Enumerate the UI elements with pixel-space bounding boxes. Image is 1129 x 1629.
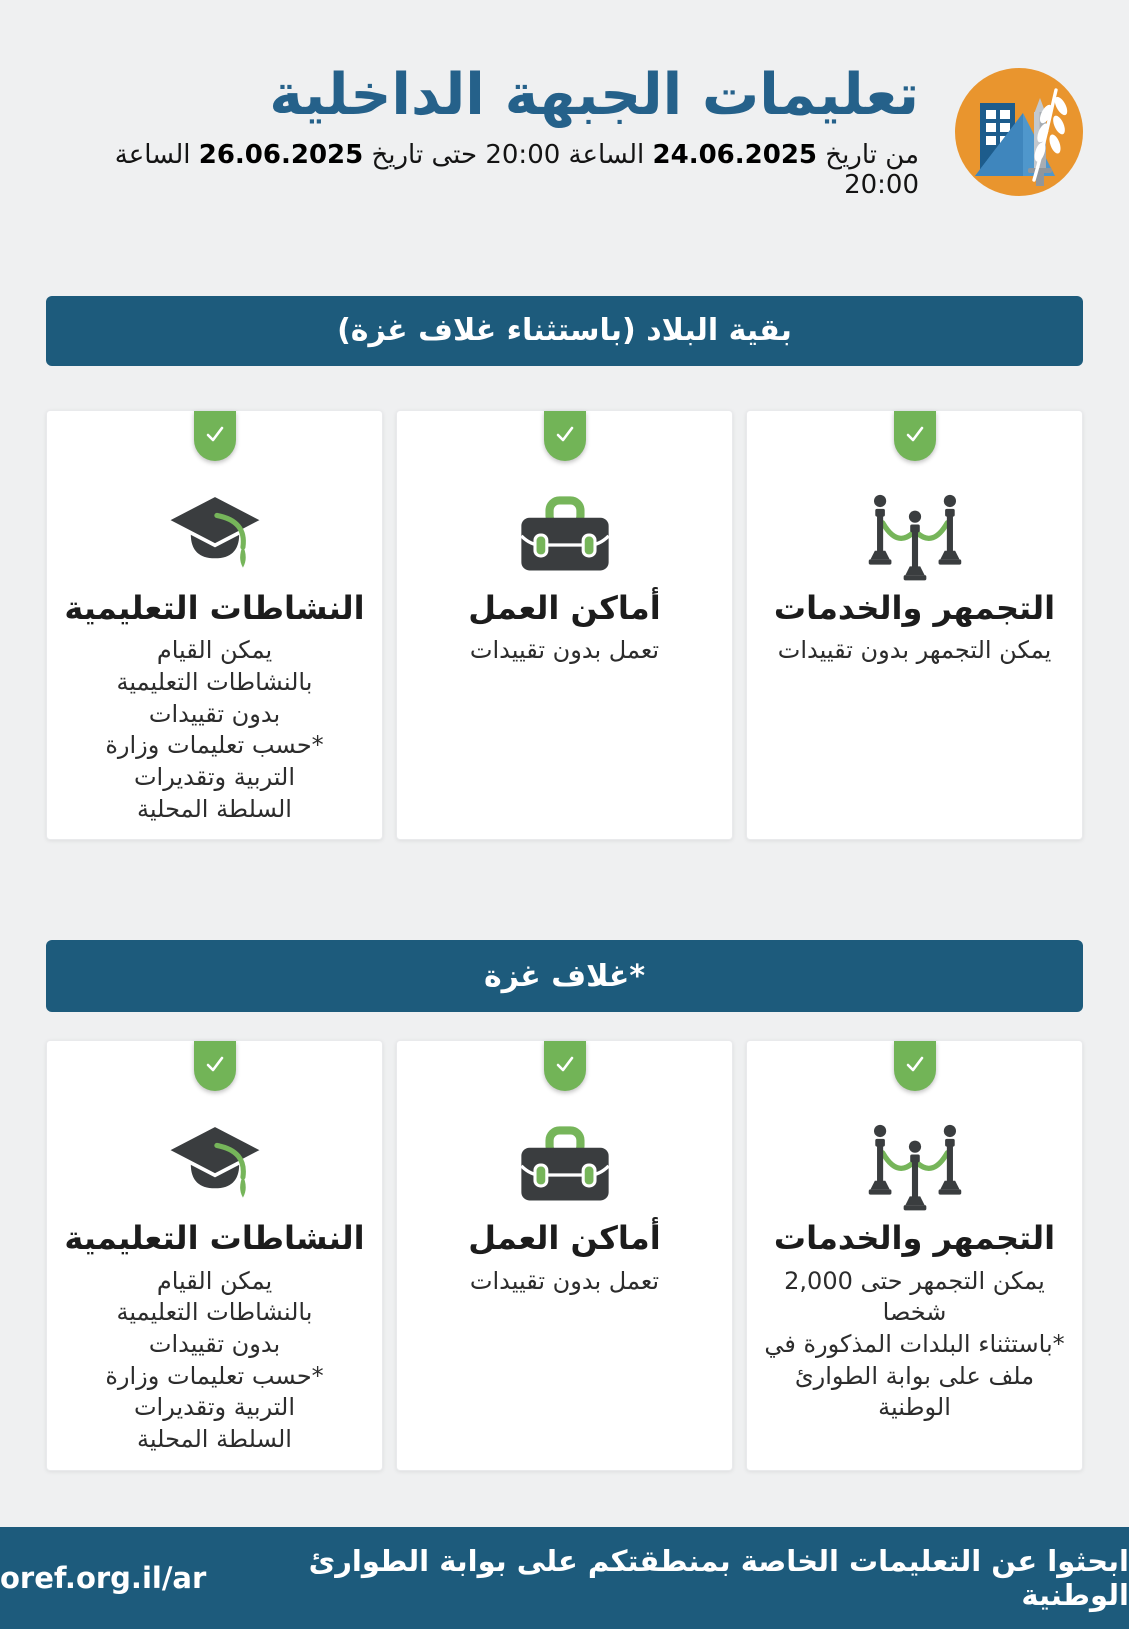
sections (46, 296, 1083, 1471)
card (396, 1040, 733, 1470)
card-description-line: يمكن القيام (156, 1266, 273, 1295)
check-badge (894, 1041, 936, 1091)
card-description-line: تعمل بدون تقييدات (469, 636, 660, 665)
card-description-line: يمكن القيام (156, 636, 273, 665)
check-badge (194, 411, 236, 461)
card (396, 410, 733, 840)
subtitle-text: من تاريخ (817, 139, 919, 170)
card (746, 1040, 1083, 1470)
section (46, 296, 1083, 840)
card-description-line: السلطة المحلية (137, 794, 292, 823)
card-description-line: ملف على بوابة الطوارئ الوطنية (794, 1361, 1035, 1422)
card-title: التجمهر والخدمات (773, 1219, 1056, 1258)
check-icon (903, 422, 927, 446)
card-icon-slot (409, 485, 720, 585)
card-description-line: بدون تقييدات (148, 1329, 281, 1358)
check-icon (203, 1052, 227, 1076)
check-icon (203, 422, 227, 446)
card-description-line: *حسب تعليمات وزارة (105, 1361, 324, 1390)
footer (0, 1527, 1129, 1629)
check-icon (553, 1052, 577, 1076)
section-banner (46, 296, 1083, 366)
footer-text: ابحثوا عن التعليمات الخاصة بمنطقتكم على بوابة الطوارئ الوطنية (308, 1543, 1129, 1612)
barrier-icon (867, 1119, 963, 1211)
check-badge (544, 1041, 586, 1091)
card-title: النشاطات التعليمية (64, 588, 365, 627)
barrier-icon (867, 489, 963, 581)
subtitle-text: الساعة 20:00 (114, 139, 919, 200)
header (46, 0, 1083, 200)
graduation-cap-icon (161, 1119, 269, 1211)
card-icon-slot (59, 1115, 370, 1215)
card-description-line: *حسب تعليمات وزارة (105, 731, 324, 760)
cards-grid (46, 410, 1083, 840)
card-description-line: السلطة المحلية (137, 1425, 292, 1453)
card (46, 410, 383, 840)
card-description (409, 1266, 720, 1298)
card-description (759, 635, 1070, 667)
check-badge (894, 411, 936, 461)
card-description-line: بدون تقييدات (148, 699, 281, 728)
header-subtitle (46, 140, 919, 200)
card-title: التجمهر والخدمات (773, 588, 1056, 627)
card-description-line: تعمل بدون تقييدات (469, 1266, 660, 1295)
subtitle-date: 24.06.2025 (652, 139, 818, 170)
card-title: أماكن العمل (468, 1219, 661, 1258)
subtitle-text: الساعة 20:00 حتى تاريخ (363, 139, 653, 170)
card-icon-slot (59, 485, 370, 585)
check-badge (194, 1041, 236, 1091)
cards-grid (46, 1040, 1083, 1470)
card-description (409, 635, 720, 667)
card-description (59, 1266, 370, 1456)
check-badge (544, 411, 586, 461)
card-icon-slot (759, 1115, 1070, 1215)
briefcase-icon (515, 495, 615, 575)
graduation-cap-icon (161, 489, 269, 581)
card-description-line: بالنشاطات التعليمية (116, 667, 313, 696)
check-icon (553, 422, 577, 446)
page-title: تعليمات الجبهة الداخلية (269, 62, 919, 128)
subtitle-date: 26.06.2025 (198, 139, 364, 170)
card-description-line: يمكن التجمهر حتى 2,000 (784, 1266, 1045, 1295)
card-description-line: *باستثناء البلدات المذكورة في (764, 1329, 1065, 1358)
header-text (46, 64, 919, 200)
home-front-command-logo (955, 68, 1083, 196)
card-icon-slot (759, 485, 1070, 585)
card-description-line: شخصا (882, 1298, 947, 1327)
footer-url-link[interactable]: oref.org.il/ar (0, 1560, 207, 1595)
check-icon (903, 1052, 927, 1076)
card-description-line: التربية وتقديرات (133, 762, 296, 791)
card (746, 410, 1083, 840)
card-description (759, 1266, 1070, 1424)
card-description-line: يمكن التجمهر بدون تقييدات (777, 636, 1052, 665)
card-description-line: بالنشاطات التعليمية (116, 1298, 313, 1327)
section (46, 940, 1083, 1470)
card-description-line: التربية وتقديرات (133, 1393, 296, 1422)
briefcase-icon (515, 1125, 615, 1205)
card-description (59, 635, 370, 825)
section-banner (46, 940, 1083, 1012)
card (46, 1040, 383, 1470)
card-title: أماكن العمل (468, 588, 661, 627)
card-icon-slot (409, 1115, 720, 1215)
section-banner-label: *غلاف غزة (483, 958, 646, 994)
section-banner-label: بقية البلاد (باستثناء غلاف غزة) (337, 313, 792, 349)
card-title: النشاطات التعليمية (64, 1219, 365, 1258)
